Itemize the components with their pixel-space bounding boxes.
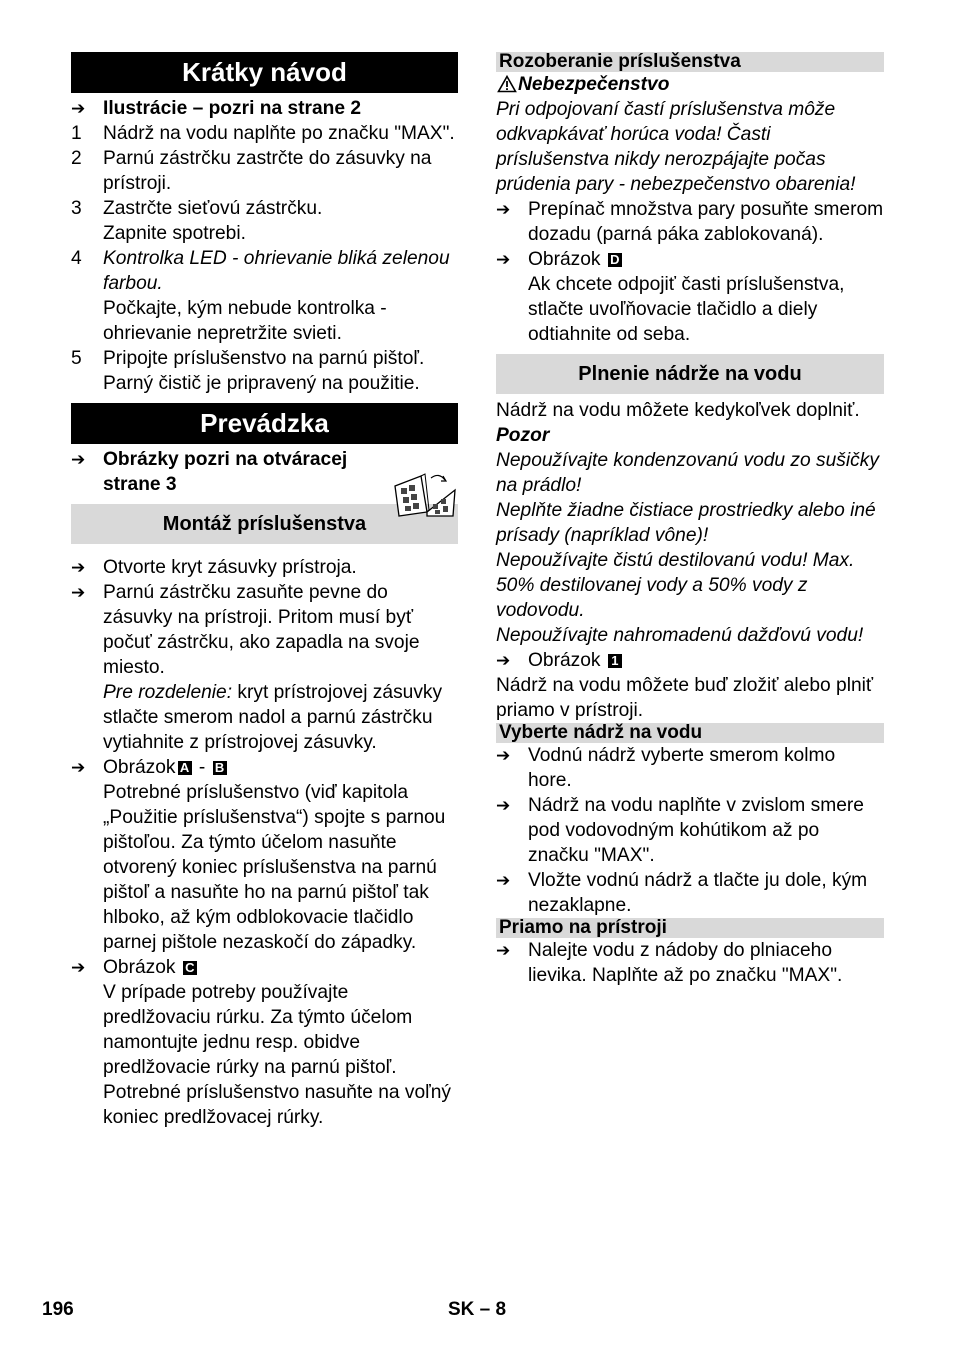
figure-a-b-step: ➔ Obrázok A - B Potrebné príslušenstvo (viď kapitola „Použitie príslušenstva“) spojte s parnou pištoľou. Za týmto účelom nasuňte otvorený koniec príslušenstva na parnú pištoľ a nasuňte ho na parnú pištoľ tak hlboko, až kým odblokovacie tlačidlo parnej pištole nezaskočí do západky. [71,757,446,953]
section-page-label: SK – 8 [448,1299,507,1320]
figure-c-badge: C [183,961,197,975]
disassembly-step-1: ➔ Prepínač množstva pary posuňte smerom dozadu (parná páka zablokovaná). [496,199,884,245]
mount-step-1: ➔ Otvorte kryt zásuvky prístroja. [71,557,357,578]
arrow-right-icon: ➔ [71,958,86,977]
step-4: 4 Kontrolka LED - ohrievanie bliká zelenou farbou. Počkajte, kým nebude kontrolka - ohrievanie nepretržite svieti. [71,248,450,344]
figure-a-badge: A [178,761,192,775]
arrow-right-icon: ➔ [496,250,511,269]
arrow-right-icon: ➔ [71,99,86,118]
caution-line-2: Neplňte žiadne čistiace prostriedky alebo iné prísady (napríklad vône)! [496,500,876,546]
figure-c-step: ➔ Obrázok C V prípade potreby používajte predlžovaciu rúrku. Za týmto účelom namontujte jednu resp. obidve predlžovacie rúrky na parnú pištoľ. Potrebné príslušenstvo nasuňte na voľný koniec predlžovacej rúrky. [71,957,451,1128]
arrow-right-icon: ➔ [71,450,86,469]
warning-triangle-icon [496,75,518,93]
figure-b-badge: B [213,761,227,775]
figure-reference: ➔ Obrázky pozri na otváracej strane 3 [71,447,458,497]
open-book-icon [391,472,459,518]
figure-1-step: ➔ Obrázok 1 [496,648,884,673]
subsection-title-disassembly: Rozoberanie príslušenstva [496,52,884,72]
remove-step-3: ➔ Vložte vodnú nádrž a tlačte ju dole, kým nezaklapne. [496,870,868,916]
left-column [71,52,458,1130]
arrow-right-icon: ➔ [496,796,511,815]
caution-heading: Pozor [496,425,550,446]
arrow-right-icon: ➔ [71,558,86,577]
subsection-title-mounting: Montáž príslušenstva [71,504,458,544]
right-column [496,52,884,988]
section-title-short-guide: Krátky návod [71,52,458,93]
subsection-title-direct: Priamo na prístroji [496,918,884,938]
subsection-title-filling: Plnenie nádrže na vodu [496,354,884,394]
fill-intro: Nádrž na vodu môžete kedykoľvek doplniť. [496,400,860,421]
page-number: 196 [42,1299,74,1320]
step-1: 1 Nádrž na vodu naplňte po značku "MAX". [71,123,455,144]
arrow-right-icon: ➔ [496,871,511,890]
mount-step-2: ➔ Parnú zástrčku zasuňte pevne do zásuvky na prístroji. Pritom musí byť počuť zástrčku, ako zapadla na svoje miesto. Pre rozdelenie: kryt prístrojovej zásuvky stlačte smerom nadol a parnú zástrčku vytiahnite z prístrojovej zásuvky. [71,582,443,753]
arrow-right-icon: ➔ [71,758,86,777]
figure-d-step: ➔ Obrázok D Ak chcete odpojiť časti príslušenstva, stlačte uvoľňovacie tlačidlo a diely odtiahnite od seba. [496,249,845,345]
figure-d-badge: D [608,253,622,267]
step-3: 3 Zastrčte sieťovú zástrčku. Zapnite spotrebi. [71,198,323,244]
caution-line-3: Nepoužívajte čistú destilovanú vodu! Max. 50% destilovanej vody a 50% vody z vodovodu. [496,550,855,621]
arrow-right-icon: ➔ [496,746,511,765]
caution-line-1: Nepoužívajte kondenzovanú vodu zo sušičky na prádlo! [496,450,879,496]
arrow-right-icon: ➔ [496,200,511,219]
arrow-right-icon: ➔ [496,941,511,960]
fill-text: Nádrž na vodu môžete buď zložiť alebo plniť priamo v prístroji. [496,675,874,721]
caution-line-4: Nepoužívajte nahromadenú dažďovú vodu! [496,625,864,646]
arrow-right-icon: ➔ [496,651,511,670]
remove-step-1: ➔ Vodnú nádrž vyberte smerom kolmo hore. [496,745,836,791]
direct-step: ➔ Nalejte vodu z nádoby do plniaceho lievika. Naplňte až po značku "MAX". [496,940,843,986]
section-title-operation: Prevádzka [71,403,458,444]
danger-text: Pri odpojovaní častí príslušenstva môže odkvapkávať horúca voda! Časti príslušenstva nikdy nerozpájajte počas prúdenia pary - nebezpečenstvo obarenia! [496,99,856,195]
arrow-right-icon: ➔ [71,583,86,602]
remove-step-2: ➔ Nádrž na vodu naplňte v zvislom smere pod vodovodným kohútikom až po značku "MAX". [496,795,864,866]
step-5: 5 Pripojte príslušenstvo na parnú pištoľ. Parný čistič je pripravený na použitie. [71,348,425,394]
subsection-title-remove-tank: Vyberte nádrž na vodu [496,723,884,743]
figure-1-badge: 1 [608,654,622,668]
danger-heading: Nebezpečenstvo [496,72,884,97]
illustration-reference: ➔ Ilustrácie – pozri na strane 2 [71,98,362,119]
step-2: 2 Parnú zástrčku zastrčte do zásuvky na prístroji. [71,148,432,194]
